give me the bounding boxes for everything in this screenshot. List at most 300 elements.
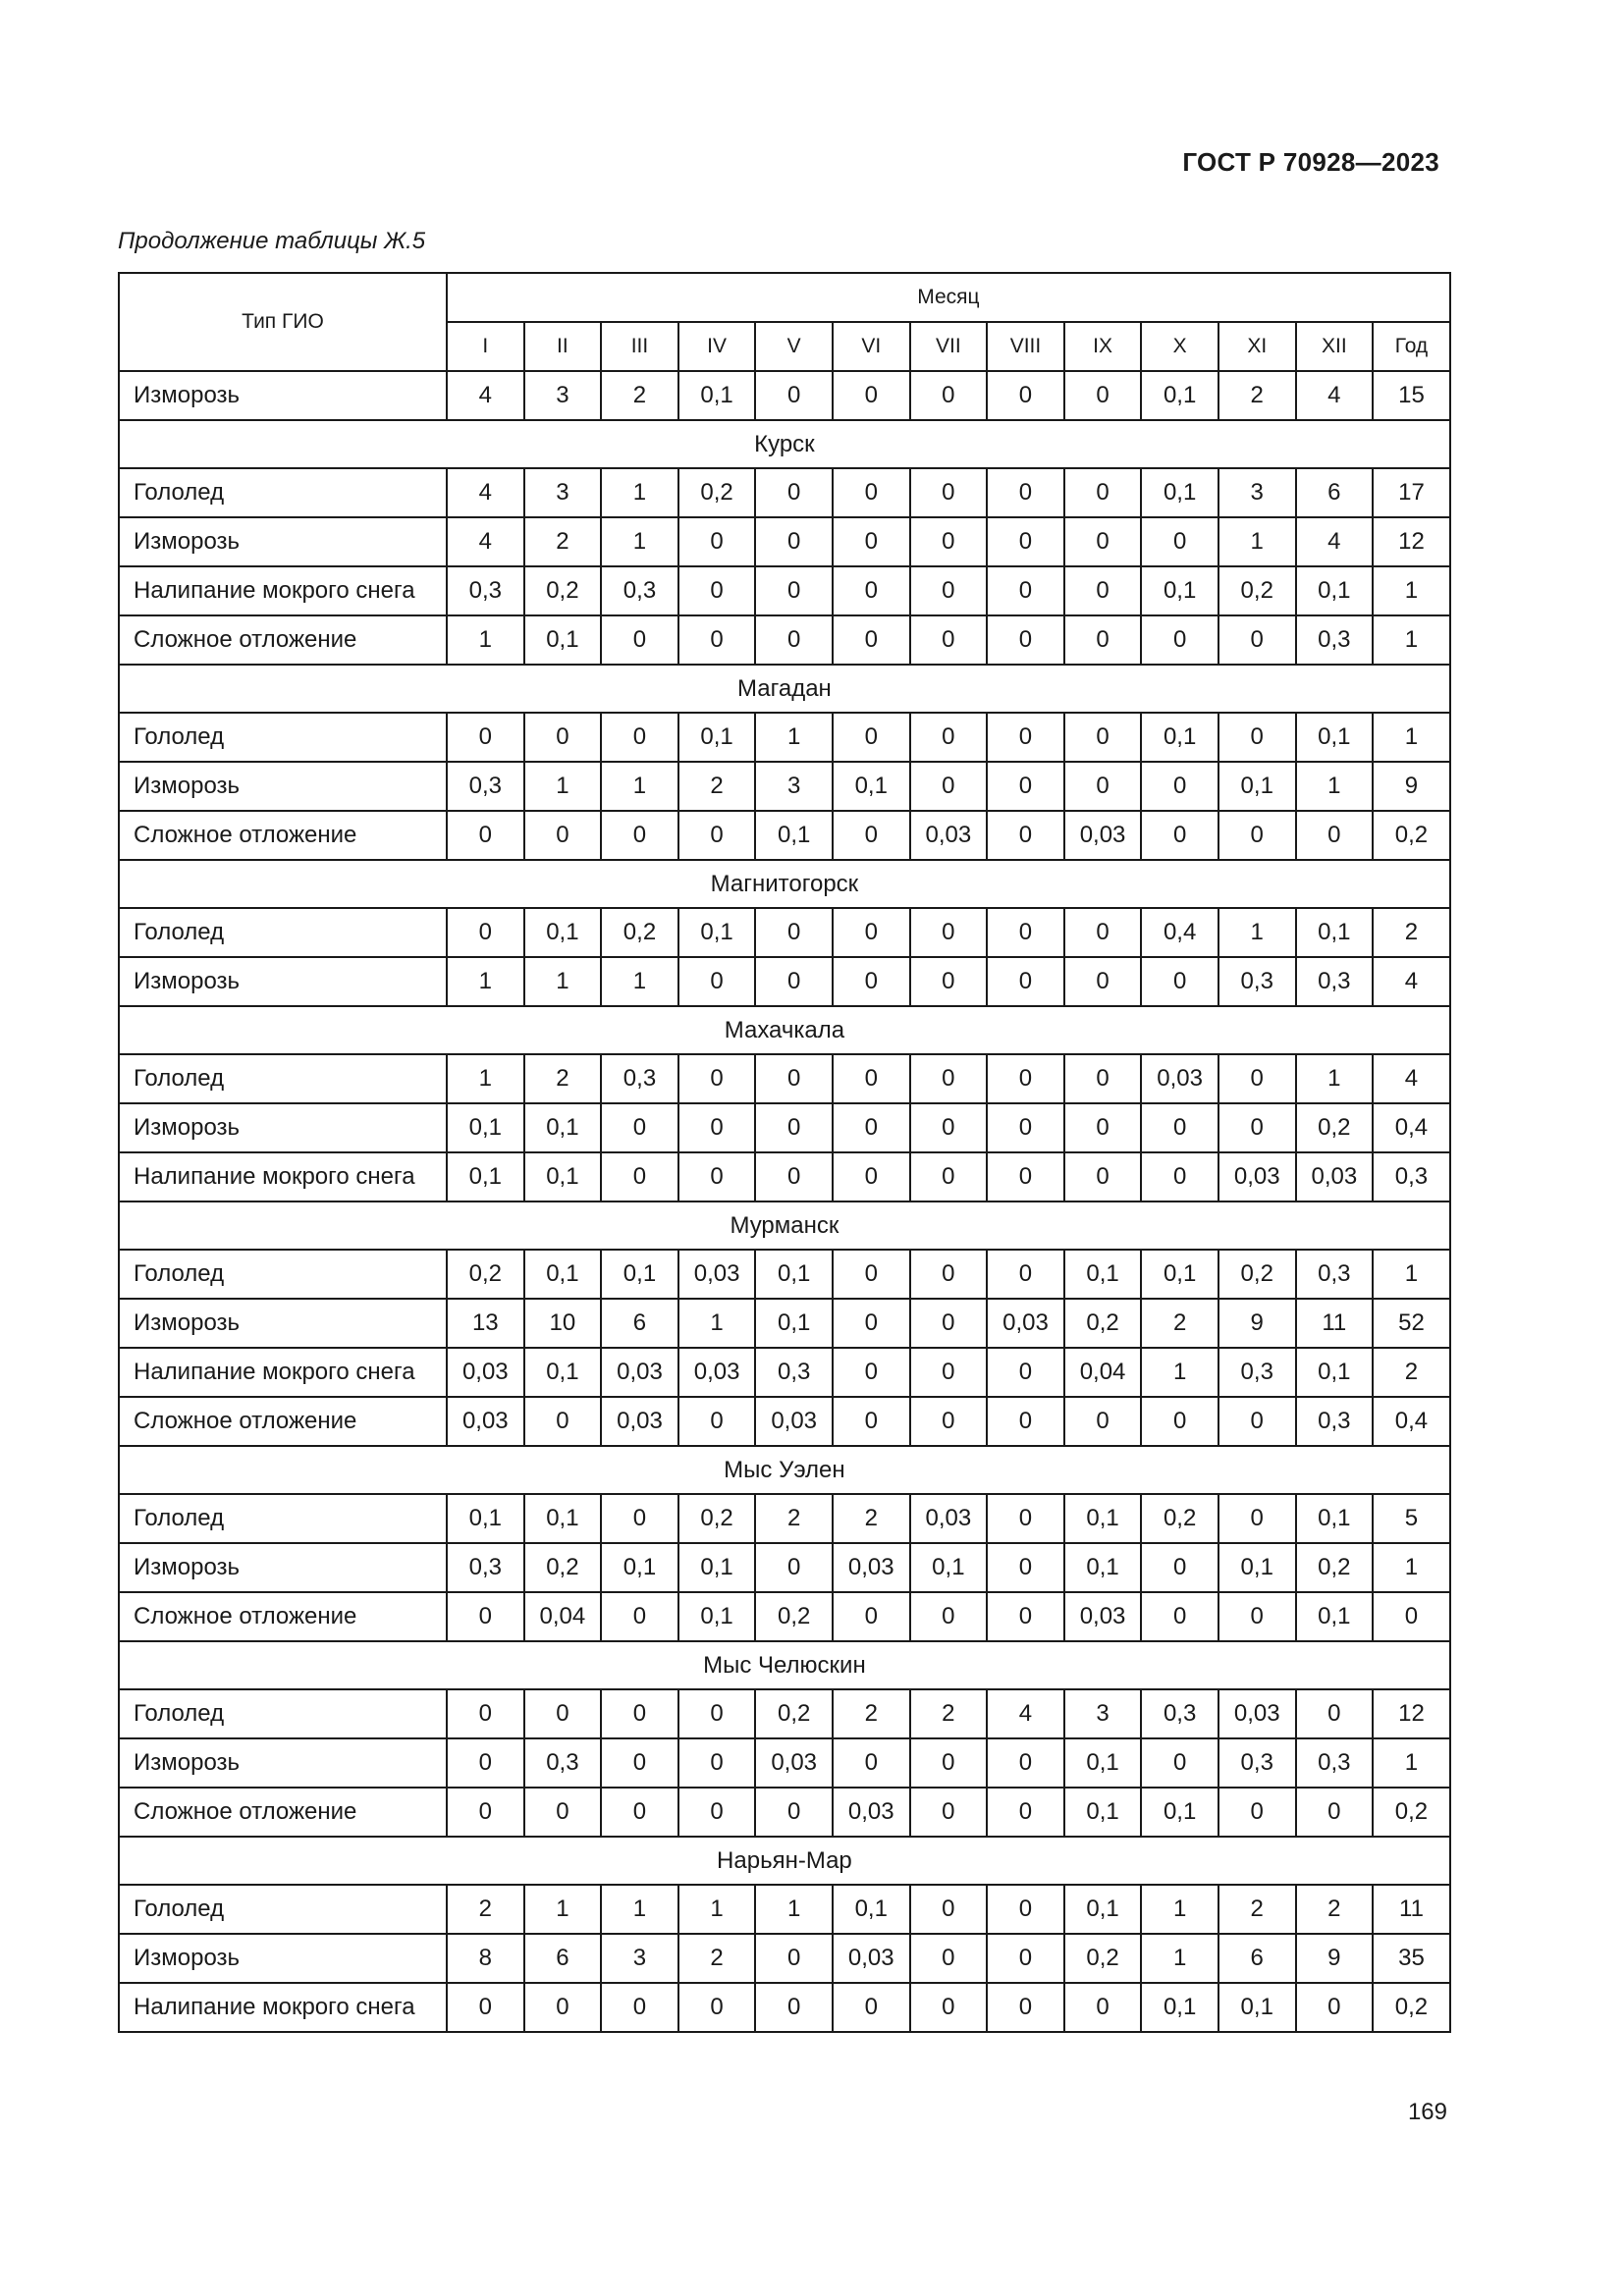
value-cell: 0,1 bbox=[447, 1103, 524, 1152]
value-cell: 2 bbox=[524, 1054, 602, 1103]
value-cell: 2 bbox=[1218, 371, 1296, 420]
value-cell: 1 bbox=[1373, 1250, 1450, 1299]
value-cell: 0,2 bbox=[1373, 1983, 1450, 2032]
value-cell: 0,3 bbox=[1296, 1397, 1374, 1446]
value-cell: 0,1 bbox=[524, 908, 602, 957]
value-cell: 0 bbox=[1064, 1152, 1142, 1201]
value-cell: 0 bbox=[601, 1689, 678, 1738]
value-cell: 0 bbox=[601, 1494, 678, 1543]
value-cell: 0 bbox=[601, 1788, 678, 1837]
value-cell: 0 bbox=[910, 371, 988, 420]
value-cell: 2 bbox=[1141, 1299, 1218, 1348]
value-cell: 0 bbox=[524, 1788, 602, 1837]
value-cell: 3 bbox=[755, 762, 833, 811]
value-cell: 0,04 bbox=[1064, 1348, 1142, 1397]
value-cell: 0 bbox=[678, 1738, 756, 1788]
value-cell: 0,1 bbox=[447, 1494, 524, 1543]
value-cell: 3 bbox=[524, 371, 602, 420]
gio-type-cell: Изморозь bbox=[119, 1738, 447, 1788]
value-cell: 0 bbox=[755, 1788, 833, 1837]
value-cell: 0 bbox=[1064, 713, 1142, 762]
value-cell: 0,3 bbox=[447, 566, 524, 615]
value-cell: 1 bbox=[601, 762, 678, 811]
value-cell: 0 bbox=[447, 1592, 524, 1641]
table-row bbox=[119, 517, 1450, 566]
value-cell: 0 bbox=[987, 1543, 1064, 1592]
gio-type-cell: Сложное отложение bbox=[119, 1788, 447, 1837]
value-cell: 0 bbox=[987, 468, 1064, 517]
value-cell: 0 bbox=[1218, 1054, 1296, 1103]
value-cell: 0,1 bbox=[1064, 1885, 1142, 1934]
value-cell: 0 bbox=[1064, 468, 1142, 517]
value-cell: 0,1 bbox=[524, 1494, 602, 1543]
table-row bbox=[119, 566, 1450, 615]
value-cell: 2 bbox=[833, 1689, 910, 1738]
value-cell: 1 bbox=[601, 468, 678, 517]
value-cell: 1 bbox=[601, 1885, 678, 1934]
value-cell: 1 bbox=[524, 957, 602, 1006]
value-cell: 1 bbox=[755, 713, 833, 762]
value-cell: 0,2 bbox=[524, 1543, 602, 1592]
station-row bbox=[119, 1837, 1450, 1885]
value-cell: 0,3 bbox=[1296, 615, 1374, 665]
value-cell: 0 bbox=[447, 1689, 524, 1738]
value-cell: 0,03 bbox=[755, 1397, 833, 1446]
value-cell: 0,1 bbox=[1296, 713, 1374, 762]
value-cell: 0 bbox=[833, 908, 910, 957]
value-cell: 0 bbox=[987, 1592, 1064, 1641]
value-cell: 0 bbox=[1141, 1592, 1218, 1641]
table-row bbox=[119, 1152, 1450, 1201]
gio-type-cell: Изморозь bbox=[119, 1543, 447, 1592]
value-cell: 0 bbox=[678, 1103, 756, 1152]
value-cell: 0 bbox=[1218, 1103, 1296, 1152]
value-cell: 0 bbox=[601, 811, 678, 860]
value-cell: 0,03 bbox=[833, 1543, 910, 1592]
value-cell: 0,2 bbox=[678, 1494, 756, 1543]
station-row bbox=[119, 1201, 1450, 1250]
value-cell: 0 bbox=[910, 1250, 988, 1299]
value-cell: 35 bbox=[1373, 1934, 1450, 1983]
value-cell: 0,3 bbox=[1218, 957, 1296, 1006]
value-cell: 0,1 bbox=[755, 811, 833, 860]
value-cell: 0,1 bbox=[524, 615, 602, 665]
value-cell: 0,1 bbox=[1141, 1250, 1218, 1299]
value-cell: 0,2 bbox=[1141, 1494, 1218, 1543]
value-cell: 1 bbox=[678, 1299, 756, 1348]
value-cell: 0,4 bbox=[1373, 1103, 1450, 1152]
value-cell: 0,2 bbox=[1373, 1788, 1450, 1837]
value-cell: 0 bbox=[910, 762, 988, 811]
table-row bbox=[119, 1054, 1450, 1103]
month-col-header: XI bbox=[1218, 322, 1296, 371]
table-row bbox=[119, 1250, 1450, 1299]
value-cell: 0 bbox=[910, 908, 988, 957]
value-cell: 0,3 bbox=[755, 1348, 833, 1397]
value-cell: 2 bbox=[1218, 1885, 1296, 1934]
value-cell: 0 bbox=[1064, 908, 1142, 957]
value-cell: 0,1 bbox=[1141, 1983, 1218, 2032]
table-row bbox=[119, 1885, 1450, 1934]
gio-type-cell: Гололед bbox=[119, 1689, 447, 1738]
value-cell: 1 bbox=[1373, 1738, 1450, 1788]
value-cell: 0,1 bbox=[601, 1250, 678, 1299]
value-cell: 0 bbox=[910, 1152, 988, 1201]
value-cell: 0 bbox=[910, 1885, 988, 1934]
value-cell: 4 bbox=[1296, 517, 1374, 566]
station-row bbox=[119, 1641, 1450, 1689]
document-code: ГОСТ Р 70928—2023 bbox=[1182, 147, 1439, 177]
gio-type-cell: Сложное отложение bbox=[119, 1397, 447, 1446]
value-cell: 0 bbox=[755, 1054, 833, 1103]
value-cell: 0,1 bbox=[447, 1152, 524, 1201]
value-cell: 0,1 bbox=[524, 1348, 602, 1397]
value-cell: 0,1 bbox=[524, 1152, 602, 1201]
value-cell: 0,3 bbox=[1218, 1738, 1296, 1788]
value-cell: 12 bbox=[1373, 1689, 1450, 1738]
value-cell: 0 bbox=[447, 1983, 524, 2032]
gio-type-cell: Гололед bbox=[119, 1250, 447, 1299]
value-cell: 0 bbox=[1141, 1152, 1218, 1201]
value-cell: 2 bbox=[524, 517, 602, 566]
value-cell: 0,2 bbox=[447, 1250, 524, 1299]
station-name: Магнитогорск bbox=[119, 860, 1450, 908]
value-cell: 0 bbox=[833, 468, 910, 517]
value-cell: 0,2 bbox=[1296, 1543, 1374, 1592]
value-cell: 0 bbox=[678, 1152, 756, 1201]
value-cell: 0,2 bbox=[524, 566, 602, 615]
gio-type-cell: Изморозь bbox=[119, 762, 447, 811]
gio-type-cell: Изморозь bbox=[119, 1103, 447, 1152]
value-cell: 1 bbox=[447, 1054, 524, 1103]
value-cell: 0,1 bbox=[1064, 1788, 1142, 1837]
value-cell: 0,1 bbox=[910, 1543, 988, 1592]
value-cell: 1 bbox=[1373, 713, 1450, 762]
value-cell: 1 bbox=[1373, 566, 1450, 615]
value-cell: 0 bbox=[910, 517, 988, 566]
value-cell: 0 bbox=[678, 1788, 756, 1837]
value-cell: 0 bbox=[987, 1152, 1064, 1201]
value-cell: 0,1 bbox=[1296, 908, 1374, 957]
value-cell: 0,3 bbox=[1218, 1348, 1296, 1397]
station-name: Магадан bbox=[119, 665, 1450, 713]
value-cell: 0 bbox=[987, 517, 1064, 566]
value-cell: 3 bbox=[1064, 1689, 1142, 1738]
value-cell: 0 bbox=[1064, 1397, 1142, 1446]
value-cell: 0,03 bbox=[1218, 1689, 1296, 1738]
value-cell: 0 bbox=[1064, 1054, 1142, 1103]
value-cell: 0,03 bbox=[601, 1348, 678, 1397]
value-cell: 0 bbox=[447, 1738, 524, 1788]
value-cell: 0,03 bbox=[1296, 1152, 1374, 1201]
value-cell: 1 bbox=[678, 1885, 756, 1934]
value-cell: 0 bbox=[1296, 811, 1374, 860]
value-cell: 0 bbox=[987, 1348, 1064, 1397]
value-cell: 0 bbox=[833, 957, 910, 1006]
station-row bbox=[119, 1446, 1450, 1494]
value-cell: 2 bbox=[1373, 908, 1450, 957]
value-cell: 0 bbox=[910, 957, 988, 1006]
value-cell: 0 bbox=[601, 713, 678, 762]
value-cell: 0 bbox=[833, 1299, 910, 1348]
value-cell: 0,2 bbox=[755, 1689, 833, 1738]
station-row bbox=[119, 665, 1450, 713]
value-cell: 0,4 bbox=[1373, 1397, 1450, 1446]
station-name: Мыс Уэлен bbox=[119, 1446, 1450, 1494]
month-col-header: V bbox=[755, 322, 833, 371]
value-cell: 0 bbox=[1141, 1543, 1218, 1592]
table-row bbox=[119, 1543, 1450, 1592]
value-cell: 0 bbox=[678, 566, 756, 615]
value-cell: 0,1 bbox=[1141, 566, 1218, 615]
value-cell: 0 bbox=[910, 1397, 988, 1446]
value-cell: 0 bbox=[910, 1738, 988, 1788]
table-row bbox=[119, 908, 1450, 957]
value-cell: 4 bbox=[447, 517, 524, 566]
value-cell: 2 bbox=[1296, 1885, 1374, 1934]
value-cell: 0 bbox=[1296, 1983, 1374, 2032]
value-cell: 0 bbox=[987, 615, 1064, 665]
month-col-header: I bbox=[447, 322, 524, 371]
value-cell: 0,1 bbox=[1064, 1543, 1142, 1592]
gio-type-cell: Гололед bbox=[119, 908, 447, 957]
value-cell: 0 bbox=[987, 762, 1064, 811]
value-cell: 0,1 bbox=[755, 1250, 833, 1299]
value-cell: 1 bbox=[1218, 908, 1296, 957]
station-row bbox=[119, 420, 1450, 468]
value-cell: 0 bbox=[1141, 1738, 1218, 1788]
table-row bbox=[119, 468, 1450, 517]
value-cell: 2 bbox=[447, 1885, 524, 1934]
value-cell: 0 bbox=[524, 1397, 602, 1446]
value-cell: 0 bbox=[833, 1397, 910, 1446]
value-cell: 0,03 bbox=[755, 1738, 833, 1788]
value-cell: 1 bbox=[1373, 615, 1450, 665]
value-cell: 0 bbox=[987, 566, 1064, 615]
value-cell: 0,1 bbox=[833, 1885, 910, 1934]
station-name: Мурманск bbox=[119, 1201, 1450, 1250]
value-cell: 0 bbox=[833, 1054, 910, 1103]
value-cell: 0,2 bbox=[1064, 1934, 1142, 1983]
value-cell: 0,2 bbox=[1218, 566, 1296, 615]
value-cell: 0,03 bbox=[601, 1397, 678, 1446]
value-cell: 0 bbox=[1141, 615, 1218, 665]
value-cell: 0 bbox=[1064, 957, 1142, 1006]
value-cell: 0 bbox=[987, 1054, 1064, 1103]
value-cell: 0,1 bbox=[1064, 1494, 1142, 1543]
value-cell: 0,1 bbox=[1296, 1592, 1374, 1641]
value-cell: 3 bbox=[1218, 468, 1296, 517]
value-cell: 0 bbox=[755, 1103, 833, 1152]
value-cell: 0,3 bbox=[1296, 1250, 1374, 1299]
value-cell: 0 bbox=[601, 1983, 678, 2032]
month-col-header: VII bbox=[910, 322, 988, 371]
value-cell: 0 bbox=[755, 566, 833, 615]
value-cell: 0 bbox=[601, 1592, 678, 1641]
value-cell: 4 bbox=[1373, 957, 1450, 1006]
gio-type-cell: Изморозь bbox=[119, 957, 447, 1006]
value-cell: 0 bbox=[910, 1348, 988, 1397]
value-cell: 0 bbox=[833, 713, 910, 762]
value-cell: 2 bbox=[755, 1494, 833, 1543]
value-cell: 0 bbox=[678, 1054, 756, 1103]
value-cell: 0 bbox=[833, 1983, 910, 2032]
value-cell: 0 bbox=[987, 811, 1064, 860]
value-cell: 0 bbox=[755, 1983, 833, 2032]
value-cell: 0,1 bbox=[1141, 713, 1218, 762]
table-row bbox=[119, 1103, 1450, 1152]
value-cell: 0,03 bbox=[1218, 1152, 1296, 1201]
value-cell: 0 bbox=[1218, 713, 1296, 762]
value-cell: 0,1 bbox=[524, 1250, 602, 1299]
value-cell: 0 bbox=[1141, 957, 1218, 1006]
value-cell: 0 bbox=[1373, 1592, 1450, 1641]
value-cell: 0 bbox=[678, 1689, 756, 1738]
value-cell: 0 bbox=[601, 615, 678, 665]
value-cell: 4 bbox=[987, 1689, 1064, 1738]
value-cell: 0,1 bbox=[1296, 566, 1374, 615]
value-cell: 5 bbox=[1373, 1494, 1450, 1543]
month-col-header: IV bbox=[678, 322, 756, 371]
value-cell: 2 bbox=[1373, 1348, 1450, 1397]
value-cell: 0 bbox=[1218, 811, 1296, 860]
table-body bbox=[119, 371, 1450, 2032]
value-cell: 0 bbox=[678, 615, 756, 665]
value-cell: 0,03 bbox=[447, 1397, 524, 1446]
value-cell: 0,1 bbox=[1218, 762, 1296, 811]
gio-type-cell: Сложное отложение bbox=[119, 811, 447, 860]
value-cell: 10 bbox=[524, 1299, 602, 1348]
value-cell: 0 bbox=[910, 468, 988, 517]
value-cell: 4 bbox=[1373, 1054, 1450, 1103]
value-cell: 0,3 bbox=[601, 1054, 678, 1103]
value-cell: 1 bbox=[1141, 1885, 1218, 1934]
gio-type-cell: Гололед bbox=[119, 468, 447, 517]
value-cell: 0 bbox=[524, 811, 602, 860]
value-cell: 0,03 bbox=[678, 1348, 756, 1397]
value-cell: 0 bbox=[1064, 1983, 1142, 2032]
value-cell: 4 bbox=[447, 468, 524, 517]
value-cell: 8 bbox=[447, 1934, 524, 1983]
month-header: Месяц bbox=[447, 273, 1450, 322]
value-cell: 0 bbox=[678, 1983, 756, 2032]
gio-table bbox=[118, 272, 1451, 2033]
value-cell: 0 bbox=[833, 1250, 910, 1299]
type-header: Тип ГИО bbox=[119, 273, 447, 371]
gio-type-cell: Изморозь bbox=[119, 371, 447, 420]
value-cell: 0,03 bbox=[910, 811, 988, 860]
value-cell: 1 bbox=[1373, 1543, 1450, 1592]
value-cell: 0 bbox=[755, 908, 833, 957]
value-cell: 1 bbox=[1141, 1348, 1218, 1397]
table-row bbox=[119, 1738, 1450, 1788]
value-cell: 0,1 bbox=[678, 713, 756, 762]
value-cell: 0 bbox=[1064, 566, 1142, 615]
value-cell: 0 bbox=[1141, 517, 1218, 566]
value-cell: 0 bbox=[1064, 762, 1142, 811]
value-cell: 0 bbox=[447, 811, 524, 860]
value-cell: 0 bbox=[678, 957, 756, 1006]
value-cell: 0 bbox=[1141, 1397, 1218, 1446]
value-cell: 6 bbox=[601, 1299, 678, 1348]
value-cell: 0,1 bbox=[833, 762, 910, 811]
table-row bbox=[119, 1788, 1450, 1837]
value-cell: 0 bbox=[755, 1934, 833, 1983]
table-row bbox=[119, 762, 1450, 811]
value-cell: 0 bbox=[447, 713, 524, 762]
value-cell: 0,1 bbox=[1218, 1983, 1296, 2032]
table-row bbox=[119, 1494, 1450, 1543]
gio-type-cell: Налипание мокрого снега bbox=[119, 1348, 447, 1397]
value-cell: 0 bbox=[833, 517, 910, 566]
value-cell: 0,2 bbox=[755, 1592, 833, 1641]
value-cell: 0 bbox=[910, 1054, 988, 1103]
value-cell: 1 bbox=[447, 957, 524, 1006]
gio-type-cell: Сложное отложение bbox=[119, 1592, 447, 1641]
value-cell: 0 bbox=[755, 468, 833, 517]
value-cell: 0,1 bbox=[678, 371, 756, 420]
value-cell: 0,3 bbox=[601, 566, 678, 615]
value-cell: 0 bbox=[524, 1983, 602, 2032]
header-row-top bbox=[119, 273, 1450, 322]
value-cell: 0,1 bbox=[1141, 1788, 1218, 1837]
value-cell: 0 bbox=[910, 1103, 988, 1152]
table-row bbox=[119, 1983, 1450, 2032]
value-cell: 17 bbox=[1373, 468, 1450, 517]
gio-type-cell: Гололед bbox=[119, 1054, 447, 1103]
value-cell: 0 bbox=[987, 1103, 1064, 1152]
value-cell: 0 bbox=[833, 1738, 910, 1788]
value-cell: 0 bbox=[1296, 1689, 1374, 1738]
station-name: Махачкала bbox=[119, 1006, 1450, 1054]
value-cell: 0 bbox=[447, 1788, 524, 1837]
value-cell: 0 bbox=[987, 713, 1064, 762]
value-cell: 0 bbox=[987, 1397, 1064, 1446]
value-cell: 0 bbox=[833, 1348, 910, 1397]
value-cell: 0 bbox=[833, 1592, 910, 1641]
value-cell: 0 bbox=[601, 1738, 678, 1788]
table-row bbox=[119, 615, 1450, 665]
value-cell: 0,1 bbox=[1064, 1250, 1142, 1299]
value-cell: 0,1 bbox=[601, 1543, 678, 1592]
value-cell: 0 bbox=[987, 1250, 1064, 1299]
month-col-header: VIII bbox=[987, 322, 1064, 371]
value-cell: 0 bbox=[755, 517, 833, 566]
value-cell: 0 bbox=[910, 713, 988, 762]
value-cell: 0,03 bbox=[910, 1494, 988, 1543]
value-cell: 0 bbox=[1218, 1397, 1296, 1446]
value-cell: 1 bbox=[1141, 1934, 1218, 1983]
page-number: 169 bbox=[1407, 2099, 1447, 2125]
value-cell: 1 bbox=[755, 1885, 833, 1934]
value-cell: 0,1 bbox=[1296, 1494, 1374, 1543]
value-cell: 52 bbox=[1373, 1299, 1450, 1348]
value-cell: 0,1 bbox=[755, 1299, 833, 1348]
value-cell: 0 bbox=[601, 1103, 678, 1152]
value-cell: 0,2 bbox=[1373, 811, 1450, 860]
gio-type-cell: Гололед bbox=[119, 713, 447, 762]
value-cell: 0 bbox=[1141, 762, 1218, 811]
value-cell: 6 bbox=[1218, 1934, 1296, 1983]
value-cell: 0,1 bbox=[678, 908, 756, 957]
value-cell: 0,1 bbox=[1218, 1543, 1296, 1592]
value-cell: 11 bbox=[1373, 1885, 1450, 1934]
value-cell: 0,1 bbox=[1141, 371, 1218, 420]
value-cell: 0 bbox=[1141, 811, 1218, 860]
value-cell: 0 bbox=[678, 517, 756, 566]
gio-type-cell: Гололед bbox=[119, 1494, 447, 1543]
gio-type-cell: Изморозь bbox=[119, 517, 447, 566]
